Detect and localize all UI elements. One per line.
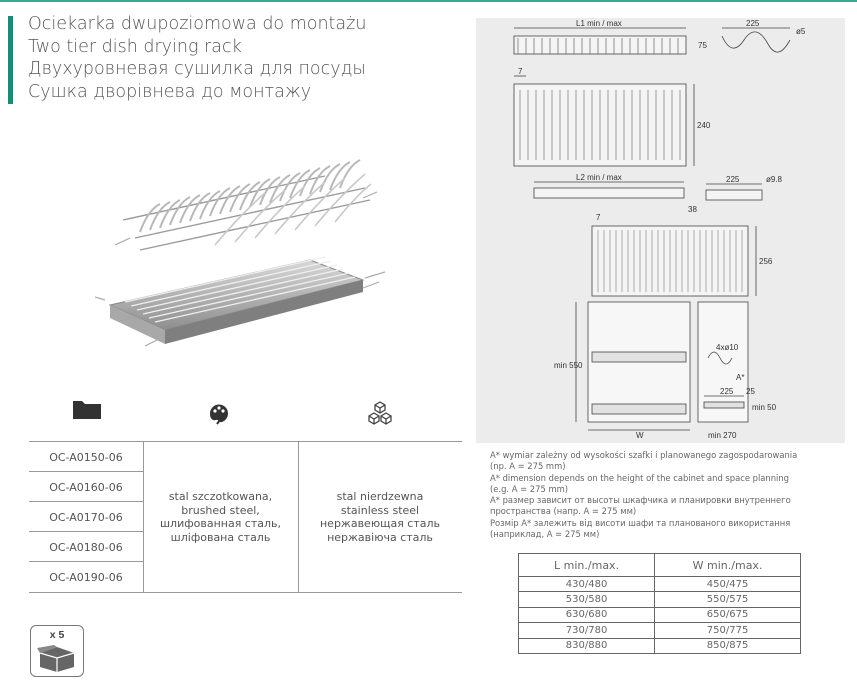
technical-drawing bbox=[476, 18, 845, 443]
row-divider bbox=[29, 561, 143, 562]
dim-225a: 225 bbox=[746, 19, 760, 28]
package-quantity: x 5 bbox=[49, 629, 65, 641]
header-l: L min./max. bbox=[519, 554, 655, 577]
title-uk: Сушка дворівнева до монтажу bbox=[28, 81, 312, 102]
table-row bbox=[519, 638, 801, 653]
dim-w: W bbox=[636, 431, 644, 440]
dim-min50: min 50 bbox=[752, 403, 777, 412]
dim-l2: L2 min / max bbox=[576, 173, 622, 182]
finish-uk: шліфована сталь bbox=[170, 530, 271, 544]
dim-240: 240 bbox=[697, 121, 711, 130]
package-badge bbox=[30, 625, 84, 677]
dim-min270: min 270 bbox=[708, 431, 737, 440]
product-code: OC-A0150-06 bbox=[49, 451, 123, 464]
table-row bbox=[519, 623, 801, 638]
box-icon bbox=[36, 643, 78, 673]
dim-225c: 225 bbox=[720, 387, 734, 396]
folder-icon bbox=[72, 398, 102, 425]
dim-256: 256 bbox=[759, 257, 773, 266]
dim-38: 38 bbox=[688, 205, 697, 214]
note-line: (np. A = 275 mm) bbox=[490, 461, 566, 472]
note-line: (e.g. A = 275 mm) bbox=[490, 483, 569, 494]
dim-bolts: 4xø10 bbox=[716, 343, 739, 352]
dim-75: 75 bbox=[698, 41, 707, 50]
title-ru: Двухуровневая сушилка для посуды bbox=[28, 59, 366, 79]
cell-l: 630/680 bbox=[519, 607, 655, 622]
cell-w: 550/575 bbox=[655, 592, 801, 607]
material-uk: нержавіюча сталь bbox=[327, 530, 433, 544]
header-w: W min./max. bbox=[655, 554, 801, 577]
cell-w: 450/475 bbox=[655, 577, 801, 592]
dim-phi5: ø5 bbox=[796, 27, 806, 36]
cell-w: 850/875 bbox=[655, 638, 801, 653]
dim-25: 25 bbox=[746, 387, 755, 396]
note-line: A* dimension depends on the height of the cabinet and space planning bbox=[490, 472, 789, 483]
table-header-row bbox=[519, 554, 801, 577]
title-en: Two tier dish drying rack bbox=[28, 36, 242, 57]
table-top-rule bbox=[29, 441, 462, 442]
cell-w: 750/775 bbox=[655, 623, 801, 638]
dish-rack-image bbox=[95, 150, 395, 370]
table-row bbox=[519, 592, 801, 607]
dimension-notes bbox=[490, 450, 835, 540]
product-table bbox=[29, 441, 462, 593]
cell-l: 430/480 bbox=[519, 577, 655, 592]
product-code: OC-A0190-06 bbox=[49, 571, 123, 584]
table-bottom-rule bbox=[29, 592, 462, 593]
dim-l1: L1 min / max bbox=[576, 19, 622, 28]
top-accent-line bbox=[0, 0, 857, 2]
dim-7b: 7 bbox=[596, 213, 601, 222]
dim-225b: 225 bbox=[726, 175, 740, 184]
cell-l: 830/880 bbox=[519, 638, 655, 653]
product-code: OC-A0170-06 bbox=[49, 511, 123, 524]
note-line: (наприклад, A = 275 мм) bbox=[490, 529, 600, 540]
note-line: пространства (напр. A = 275 мм) bbox=[490, 506, 637, 517]
dim-7a: 7 bbox=[518, 67, 523, 76]
table-row bbox=[519, 577, 801, 592]
table-row bbox=[519, 607, 801, 622]
product-code: OC-A0180-06 bbox=[49, 541, 123, 554]
row-divider bbox=[29, 471, 143, 472]
product-code: OC-A0160-06 bbox=[49, 481, 123, 494]
title-accent-bar bbox=[8, 16, 13, 104]
material-description bbox=[298, 490, 462, 544]
cubes-icon bbox=[366, 400, 394, 433]
note-line: Розмір A* залежить від висоти шафи та планованого використання bbox=[490, 517, 791, 528]
cell-w: 650/675 bbox=[655, 607, 801, 622]
material-pl: stal nierdzewna bbox=[336, 490, 424, 503]
dim-phi8: ø9.8 bbox=[766, 175, 783, 184]
cell-l: 530/580 bbox=[519, 592, 655, 607]
finish-en: brushed steel, bbox=[181, 503, 260, 517]
finish-description bbox=[143, 490, 298, 544]
dim-min550: min 550 bbox=[554, 361, 583, 370]
finish-ru: шлифованная сталь, bbox=[159, 517, 282, 530]
dimensions-table bbox=[518, 553, 801, 654]
product-titles bbox=[28, 13, 366, 103]
note-line: A* размер зависит от высоты шкафчика и планировки внутреннего bbox=[490, 495, 791, 506]
note-line: A* wymiar zależny od wysokości szafki i planowanego zagospodarowania bbox=[490, 450, 798, 460]
cell-l: 730/780 bbox=[519, 623, 655, 638]
dim-a: A* bbox=[736, 373, 745, 382]
row-divider bbox=[29, 501, 143, 502]
material-ru: нержавеющая сталь bbox=[319, 517, 441, 530]
material-en: stainless steel bbox=[340, 503, 420, 517]
finish-pl: stal szczotkowana, bbox=[168, 490, 273, 503]
palette-icon bbox=[207, 402, 231, 431]
row-divider bbox=[29, 531, 143, 532]
title-pl: Ociekarka dwupoziomowa do montażu bbox=[28, 14, 367, 34]
